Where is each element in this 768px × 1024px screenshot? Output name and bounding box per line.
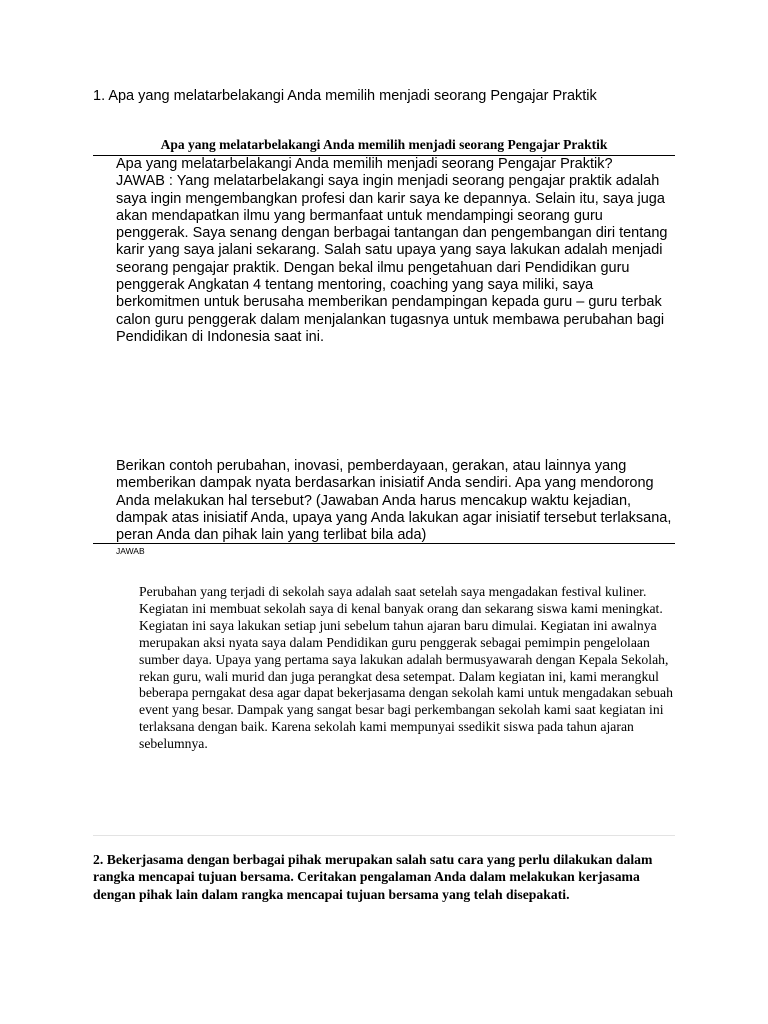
answer-1-text: JAWAB : Yang melatarbelakangi saya ingin menjadi seorang pengajar praktik adalah saya ingin mengembangkan profesi dan karir saya ke depannya. Selain itu, saya juga akan mendapatkan ilmu yang bermanfaat untuk mendampingi seorang guru penggerak. Saya senang dengan berbagai tantangan dan pengembangan diri tentang karir yang saya jalani sekarang. Salah satu upaya yang saya lakukan adalah menjadi seorang pengajar praktik. Dengan bekal ilmu pengetahuan dari Pendidikan guru penggerak Angkatan 4 tentang mentoring, coaching yang saya miliki, saya berkomitmen untuk berusaha memberikan pendampingan kepada guru – guru terbak calon guru penggerak dalam menjalankan tugasnya untuk membawa perubahan bagi Pendidikan di Indonesia saat ini. — [116, 173, 668, 345]
prompt-2-text: Berikan contoh perubahan, inovasi, pemberdayaan, gerakan, atau lainnya yang memberikan dampak nyata berdasarkan inisiatif Anda sendiri. Apa yang mendorong Anda melakukan hal tersebut? (Jawaban Anda harus mencakup waktu kejadian, dampak atas inisiatif Anda, upaya yang Anda lakukan agar inisiatif tersebut terlaksana, peran Anda dan pihak lain yang terlibat bila ada) — [116, 458, 672, 544]
prompt-2-block — [116, 458, 676, 544]
question-2-heading: 2. Bekerjasama dengan berbagai pihak merupakan salah satu cara yang perlu dilakukan dalam rangka mencapai tujuan bersama. Ceritakan pengalaman Anda dalam melakukan kerjasama dengan pihak lain dalam rangka mencapai tujuan bersama yang telah disepakati. — [93, 852, 653, 902]
answer-1-block — [116, 156, 676, 346]
prompt-bottom-rule — [93, 543, 675, 544]
answer-1-question-line: Apa yang melatarbelakangi Anda memilih menjadi seorang Pengajar Praktik? — [116, 156, 613, 172]
story-paragraph: Perubahan yang terjadi di sekolah saya adalah saat setelah saya mengadakan festival kuliner. Kegiatan ini membuat sekolah saya di kenal banyak orang dan sekarang siswa kami meningkat. Kegiatan ini saya lakukan setiap juni sebelum tahun ajaran baru dimulai. Kegiatan ini awalnya merupakan aksi nyata saya dalam Pendidikan guru penggerak sebagai pemimpin pengelolaan sumber daya. Upaya yang pertama saya lakukan adalah bermusyawarah dengan Kepala Sekolah, rekan guru, wali murid dan juga perangkat desa setempat. Dalam kegiatan ini, kami merangkul beberapa perngakat desa agar dapat bekerjasama dengan sekolah kami untuk mengadakan sebuah event yang besar. Dampak yang sangat besar bagi perkembangan sekolah kami saat kegiatan ini terlaksana dengan baik. Karena sekolah kami mempunyai ssedikit siswa pada tahun ajaran sebelumnya. — [139, 584, 673, 752]
jawab-label: JAWAB — [116, 546, 145, 556]
question-1-heading: 1. Apa yang melatarbelakangi Anda memilih menjadi seorang Pengajar Praktik — [93, 88, 597, 104]
section-divider — [93, 835, 675, 836]
table-title: Apa yang melatarbelakangi Anda memilih menjadi seorang Pengajar Praktik — [160, 137, 608, 152]
